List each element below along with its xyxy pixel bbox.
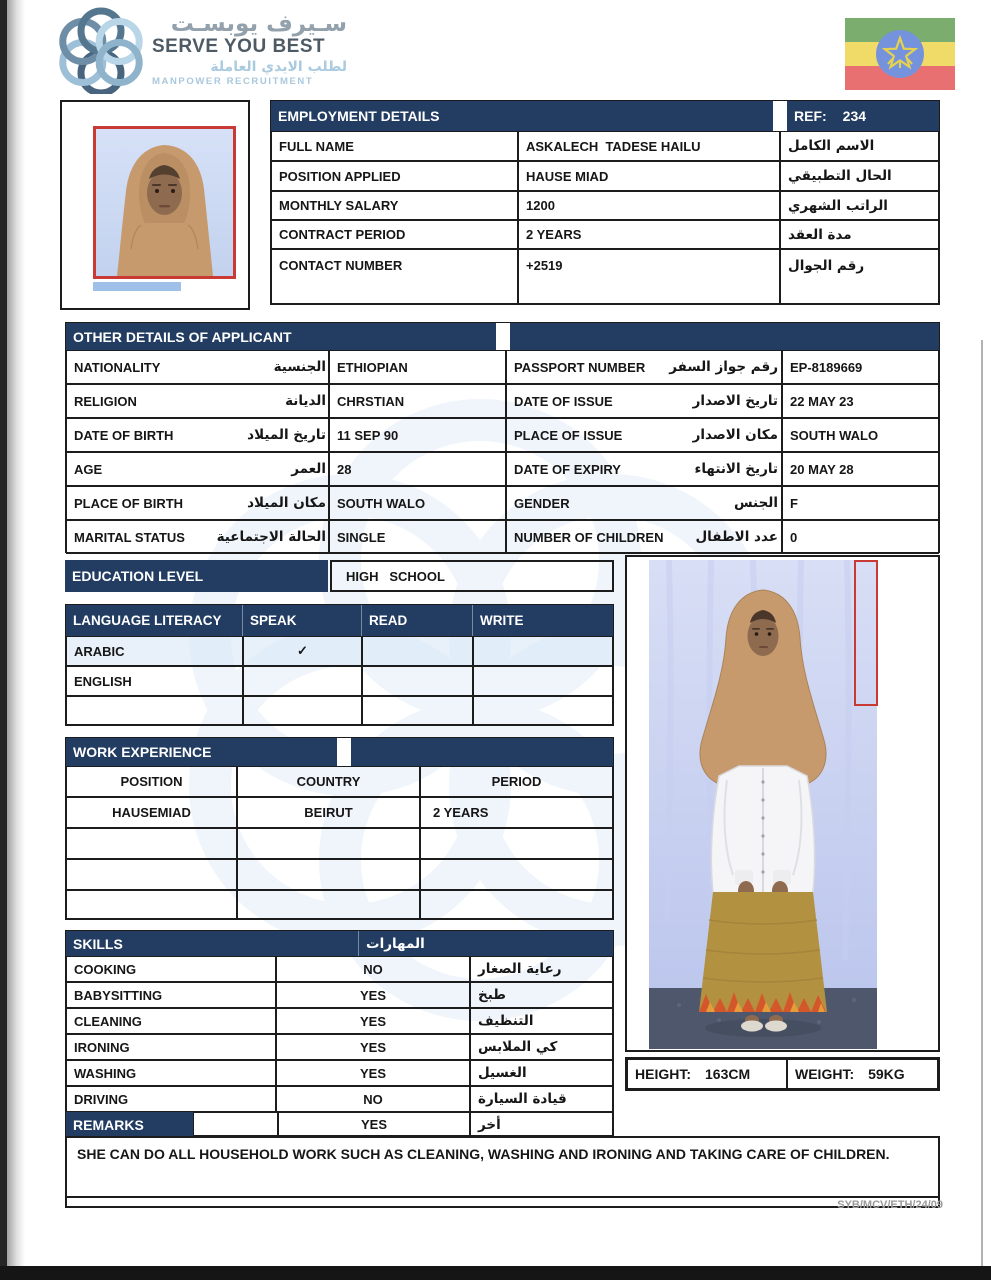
skill-value: YES [276,1008,470,1034]
logo-knot-icon [56,6,148,94]
logo-english-tagline: MANPOWER RECRUITMENT [152,76,314,88]
field-value: 0 [782,520,939,554]
field-label-arabic: الحال التطبيقي [780,161,939,191]
skills-title: SKILLS [66,931,359,956]
skill-value: YES [276,982,470,1008]
weight-value: 59KG [868,1066,905,1082]
field-label [506,520,782,554]
field-value: 2 YEARS [518,220,780,249]
skill-label: IRONING [66,1034,276,1060]
label-ar: رقم جواز السفر [669,359,778,375]
education-level-value: HIGH SCHOOL [330,560,614,592]
skill-label: COOKING [66,956,276,982]
field-label-arabic: الراتب الشهري [780,191,939,220]
field-value: SOUTH WALO [782,418,939,452]
field-value: SOUTH WALO [329,486,506,520]
header-continuation [510,323,939,350]
skill-label-arabic: الغسيل [470,1060,613,1086]
label-ar: العمر [291,461,326,477]
empty-cell [243,666,362,696]
label-ar: الجنسية [273,359,326,375]
scan-edge-left-dark [0,0,7,1280]
scan-edge-right [981,340,983,1266]
field-label: POSITION APPLIED [271,161,518,191]
empty-cell [362,666,473,696]
header-continuation [351,738,613,766]
field-label [506,418,782,452]
height-value: 163CM [705,1066,751,1082]
remarks-text: SHE CAN DO ALL HOUSEHOLD WORK SUCH AS CLEANING, WASHING AND IRONING AND TAKING CARE OF CHILDREN. [67,1138,938,1198]
field-value: 22 MAY 23 [782,384,939,418]
photo-crop-marker [854,560,878,706]
other-details-title: OTHER DETAILS OF APPLICANT [66,323,496,350]
label-en: MARITAL STATUS [74,529,185,545]
empty-cell [237,890,420,919]
column-header: WRITE [473,605,613,636]
work-experience-table [65,737,614,920]
education-level-label: EDUCATION LEVEL [65,560,328,592]
label-ar: الحالة الاجتماعية [216,529,326,545]
height-cell [627,1059,787,1089]
field-label-arabic: الاسم الكامل [780,131,939,161]
skill-value: NO [276,1086,470,1112]
empty-cell [193,1112,278,1137]
skills-title-arabic: المهارات [359,931,613,956]
field-value: 28 [329,452,506,486]
height-label: HEIGHT: [635,1066,691,1082]
field-label [506,350,782,384]
scan-edge-bottom [0,1266,991,1280]
label-ar: تاريخ الميلاد [247,427,326,443]
label-en: RELIGION [74,393,137,409]
skill-label: CLEANING [66,1008,276,1034]
skill-label-arabic: قيادة السيارة [470,1086,613,1112]
field-label-arabic: رقم الجوال [780,249,939,304]
logo-arabic-tagline: لطلب الايدي العاملة [210,59,347,76]
work-experience-title: WORK EXPERIENCE [66,738,337,766]
label-ar: مكان الاصدار [692,427,778,443]
label-en: PLACE OF ISSUE [514,427,623,443]
label-en: GENDER [514,495,570,511]
weight-cell [787,1059,938,1089]
employment-details-table [270,100,940,305]
empty-cell [237,859,420,890]
label-ar: الجنس [733,495,778,511]
skill-label-arabic: التنظيف [470,1008,613,1034]
empty-cell [420,890,613,919]
ethiopia-flag-icon [845,18,955,90]
label-ar: تاريخ الاصدار [692,393,778,409]
label-en: DATE OF EXPIRY [514,461,621,477]
work-period: 2 YEARS [420,797,613,828]
label-en: NATIONALITY [74,359,161,375]
physical-stats-row [625,1057,940,1091]
field-label [506,384,782,418]
skill-label-arabic: طبخ [470,982,613,1008]
logo-arabic-name: سـيرف يوبسـت [170,11,347,37]
skills-table [65,930,614,1136]
skill-label: DRIVING [66,1086,276,1112]
column-header: PERIOD [420,766,613,797]
column-header: READ [362,605,473,636]
logo-text-block [152,12,347,88]
document-reference-code: SYB/MCV/ETH/24/09 [837,1199,943,1211]
language-name: ENGLISH [66,666,243,696]
field-value: 11 SEP 90 [329,418,506,452]
remarks-label-arabic: أخر [470,1112,613,1137]
employment-ref [787,101,939,131]
empty-cell [66,859,237,890]
label-en: DATE OF ISSUE [514,393,613,409]
field-value: ASKALECH TADESE HAILU [518,131,780,161]
skill-value: NO [276,956,470,982]
field-value: F [782,486,939,520]
work-position: HAUSEMIAD [66,797,237,828]
field-label [66,350,329,384]
remarks-text-box [65,1136,940,1208]
checkmark-icon: ✓ [243,636,362,666]
skill-value: YES [276,1060,470,1086]
empty-cell [66,828,237,859]
label-en: DATE OF BIRTH [74,427,174,443]
empty-cell [362,696,473,725]
header-gap [496,323,510,350]
empty-cell [473,636,613,666]
field-label [66,418,329,452]
skill-label-arabic: رعاية الصغار [470,956,613,982]
field-value: HAUSE MIAD [518,161,780,191]
field-label: MONTHLY SALARY [271,191,518,220]
field-label [66,384,329,418]
field-label: CONTACT NUMBER [271,249,518,304]
photo-scan-strip [93,282,181,291]
skill-label: BABYSITTING [66,982,276,1008]
portrait-photo-frame [60,100,250,310]
empty-cell [237,828,420,859]
label-ar: مكان الميلاد [247,495,326,511]
ref-value: 234 [842,108,867,124]
field-label [506,452,782,486]
field-value: +2519 [518,249,780,304]
language-literacy-table [65,604,614,726]
work-country: BEIRUT [237,797,420,828]
employment-title: EMPLOYMENT DETAILS [271,101,773,131]
full-body-photo-frame [625,555,940,1052]
logo-english-name: SERVE YOU BEST [152,35,326,57]
skill-label: WASHING [66,1060,276,1086]
label-en: PLACE OF BIRTH [74,495,184,511]
column-header: LANGUAGE LITERACY [66,605,243,636]
weight-label: WEIGHT: [795,1066,855,1082]
skill-value: YES [276,1034,470,1060]
label-ar: تاريخ الانتهاء [694,461,778,477]
language-name: ARABIC [66,636,243,666]
field-label [506,486,782,520]
field-value: SINGLE [329,520,506,554]
field-label [66,452,329,486]
field-label: FULL NAME [271,131,518,161]
empty-cell [243,696,362,725]
full-body-photo [649,560,877,1049]
empty-cell [473,666,613,696]
field-label [66,486,329,520]
label-ar: عدد الاطفال [695,529,778,545]
empty-cell [473,696,613,725]
remarks-value: YES [278,1112,470,1137]
scan-edge-left-gray [7,0,25,1280]
ref-label: REF: [794,108,827,124]
skill-label-arabic: كي الملابس [470,1034,613,1060]
field-value: CHRSTIAN [329,384,506,418]
portrait-photo [93,126,236,279]
label-ar: الديانة [285,393,326,409]
label-en: NUMBER OF CHILDREN [514,529,664,545]
label-en: PASSPORT NUMBER [514,359,646,375]
field-value: 20 MAY 28 [782,452,939,486]
header-gap [337,738,351,766]
empty-cell [420,859,613,890]
column-header: COUNTRY [237,766,420,797]
empty-cell [420,828,613,859]
other-details-table [65,322,940,553]
field-label [66,520,329,554]
empty-cell [66,890,237,919]
field-label: CONTRACT PERIOD [271,220,518,249]
field-value: ETHIOPIAN [329,350,506,384]
label-en: AGE [74,461,103,477]
field-value: 1200 [518,191,780,220]
column-header: POSITION [66,766,237,797]
field-value: EP-8189669 [782,350,939,384]
empty-cell [362,636,473,666]
language-name [66,696,243,725]
column-header: SPEAK [243,605,362,636]
remarks-title: REMARKS [66,1112,193,1137]
header-gap [773,101,787,131]
field-label-arabic: مدة العقد [780,220,939,249]
